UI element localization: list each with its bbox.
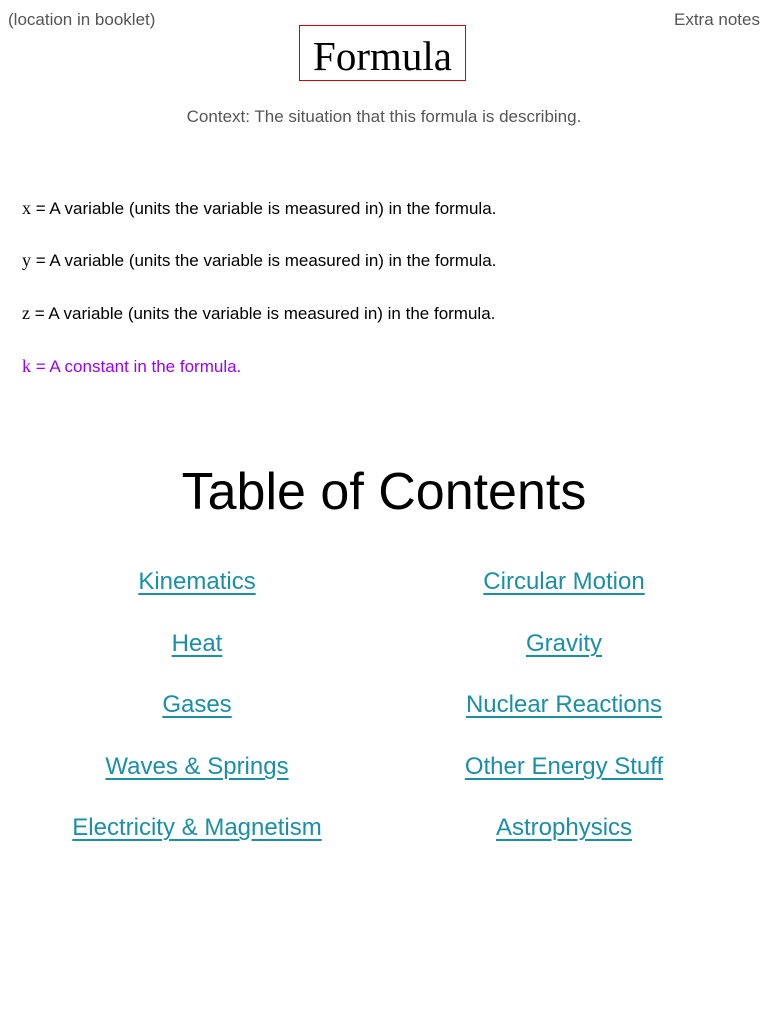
toc-link-gases[interactable]: Gases (162, 691, 232, 718)
variable-symbol: x (22, 198, 31, 218)
constant-line-k (22, 356, 241, 377)
variable-line-z (22, 303, 495, 324)
variable-description: = A variable (units the variable is measured in) in the formula. (30, 304, 496, 323)
table-of-contents-title: Table of Contents (181, 463, 587, 521)
toc-link-gravity[interactable]: Gravity (525, 630, 603, 657)
toc-link-waves-springs[interactable]: Waves & Springs (105, 753, 289, 780)
toc-link-electricity-magnetism[interactable]: Electricity & Magnetism (72, 814, 322, 841)
location-in-booklet-note: (location in booklet) (8, 10, 156, 29)
toc-link-nuclear-reactions[interactable]: Nuclear Reactions (465, 691, 663, 718)
variable-symbol: y (22, 250, 31, 270)
toc-link-heat[interactable]: Heat (171, 630, 223, 657)
variable-line-y (22, 250, 496, 271)
variable-symbol: z (22, 303, 30, 323)
constant-symbol: k (22, 356, 31, 376)
formula-context: Context: The situation that this formula is describing. (186, 107, 582, 126)
formula-box (299, 25, 466, 81)
variable-line-x (22, 198, 496, 219)
formula-title: Formula (313, 32, 452, 79)
constant-description: = A constant in the formula. (31, 357, 242, 376)
toc-link-kinematics[interactable]: Kinematics (138, 568, 256, 595)
variable-description: = A variable (units the variable is measured in) in the formula. (31, 199, 497, 218)
toc-link-other-energy-stuff[interactable]: Other Energy Stuff (464, 753, 664, 780)
toc-link-circular-motion[interactable]: Circular Motion (483, 568, 645, 595)
extra-notes-label: Extra notes (674, 10, 760, 29)
variable-description: = A variable (units the variable is measured in) in the formula. (31, 251, 497, 270)
toc-link-astrophysics[interactable]: Astrophysics (495, 814, 633, 841)
